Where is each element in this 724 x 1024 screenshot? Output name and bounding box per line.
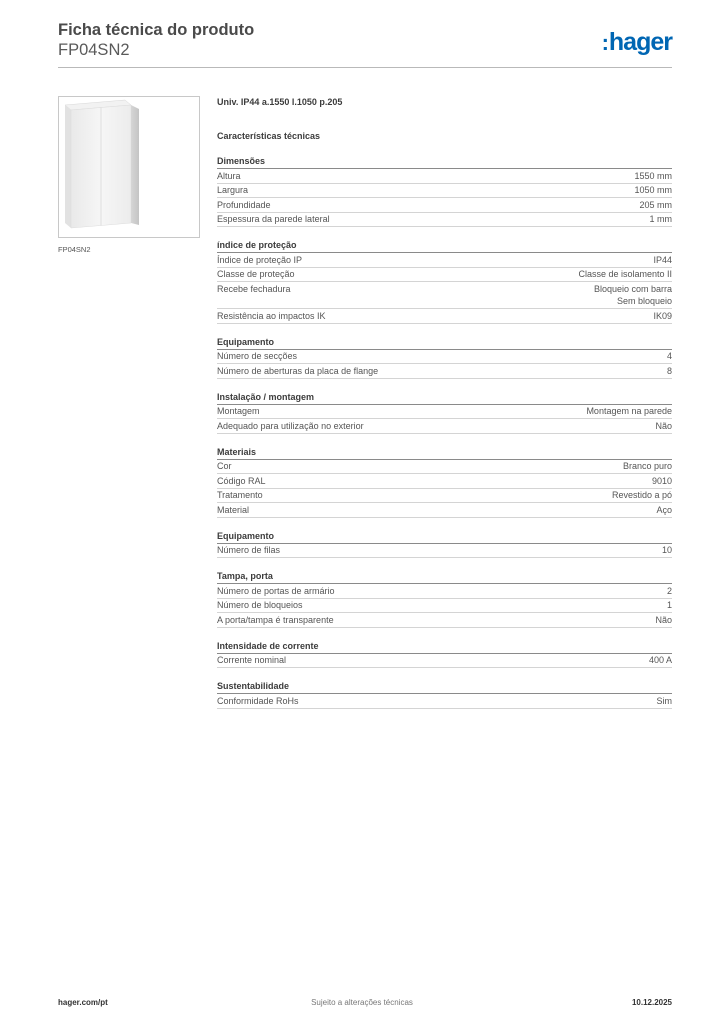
section-heading: Tampa, porta bbox=[217, 570, 672, 584]
spec-label: Espessura da parede lateral bbox=[217, 214, 330, 224]
header-divider bbox=[58, 67, 672, 68]
spec-value bbox=[655, 420, 672, 433]
spec-value bbox=[578, 268, 672, 281]
spec-value bbox=[662, 544, 672, 557]
spec-content bbox=[217, 96, 672, 709]
spec-value-line: Sim bbox=[656, 695, 672, 706]
spec-row bbox=[217, 253, 672, 268]
spec-row bbox=[217, 198, 672, 213]
spec-value bbox=[667, 365, 672, 378]
spec-section bbox=[217, 446, 672, 518]
spec-value bbox=[667, 350, 672, 363]
spec-value-line: Revestido a pó bbox=[611, 490, 672, 500]
spec-section bbox=[217, 336, 672, 379]
spec-row bbox=[217, 169, 672, 184]
spec-value-line: 1 mm bbox=[649, 214, 672, 224]
section-heading: Equipamento bbox=[217, 336, 672, 350]
spec-label: Material bbox=[217, 504, 250, 515]
spec-label: Número de portas de armário bbox=[217, 585, 335, 596]
section-heading: índice de proteção bbox=[217, 239, 672, 253]
image-caption: FP04SN2 bbox=[58, 245, 91, 254]
spec-label: Código RAL bbox=[217, 475, 266, 486]
spec-row bbox=[217, 474, 672, 489]
spec-value bbox=[623, 460, 672, 473]
spec-value bbox=[612, 489, 672, 502]
spec-label: Montagem bbox=[217, 406, 260, 416]
product-image bbox=[58, 96, 200, 238]
spec-label: Tratamento bbox=[217, 490, 263, 500]
spec-label: A porta/tampa é transparente bbox=[217, 614, 334, 625]
spec-label: Altura bbox=[217, 170, 241, 181]
footer-date: 10.12.2025 bbox=[631, 998, 672, 1007]
spec-label: Conformidade RoHs bbox=[217, 695, 299, 706]
spec-value-line: Sem bloqueio bbox=[616, 296, 672, 306]
spec-row bbox=[217, 460, 672, 475]
spec-row bbox=[217, 599, 672, 614]
section-heading: Sustentabilidade bbox=[217, 680, 672, 694]
spec-label: Largura bbox=[217, 185, 249, 195]
spec-value-line: Classe de isolamento II bbox=[578, 269, 672, 279]
footer-website[interactable]: hager.com/pt bbox=[58, 998, 108, 1007]
spec-value-line: IK09 bbox=[653, 310, 672, 321]
spec-row bbox=[217, 613, 672, 628]
spec-section bbox=[217, 239, 672, 324]
spec-label: Cor bbox=[217, 461, 232, 471]
spec-section bbox=[217, 570, 672, 628]
spec-value bbox=[653, 254, 672, 267]
spec-row bbox=[217, 213, 672, 228]
spec-row bbox=[217, 419, 672, 434]
logo-dots: : bbox=[601, 30, 608, 55]
spec-value-line: Não bbox=[655, 420, 672, 431]
spec-value-line: 400 A bbox=[648, 655, 672, 665]
page-header bbox=[58, 20, 254, 60]
product-name: Univ. IP44 a.1550 l.1050 p.205 bbox=[217, 97, 343, 107]
spec-label: Resistência ao impactos IK bbox=[217, 310, 326, 321]
spec-label: Número de bloqueios bbox=[217, 600, 303, 610]
spec-row bbox=[217, 184, 672, 199]
spec-label: Adequado para utilização no exterior bbox=[217, 420, 364, 431]
hager-logo[interactable] bbox=[602, 28, 672, 57]
spec-section bbox=[217, 155, 672, 227]
spec-value-line: 10 bbox=[661, 545, 672, 555]
spec-label: Recebe fechadura bbox=[217, 283, 291, 294]
spec-value-line: 1550 mm bbox=[634, 170, 672, 181]
spec-row bbox=[217, 268, 672, 283]
spec-label: Corrente nominal bbox=[217, 655, 287, 665]
spec-value bbox=[594, 283, 672, 308]
spec-label: Número de filas bbox=[217, 545, 281, 555]
spec-label: Classe de proteção bbox=[217, 269, 295, 279]
spec-value bbox=[634, 170, 672, 183]
spec-value-line: 1 bbox=[666, 600, 672, 610]
spec-value-line: Não bbox=[655, 614, 672, 625]
footer-disclaimer: Sujeito a alterações técnicas bbox=[311, 998, 413, 1007]
spec-row bbox=[217, 309, 672, 324]
spec-value bbox=[667, 585, 672, 598]
spec-row bbox=[217, 654, 672, 669]
spec-section bbox=[217, 530, 672, 559]
spec-value bbox=[639, 199, 672, 212]
spec-row bbox=[217, 694, 672, 709]
spec-sections bbox=[217, 155, 672, 709]
spec-value-line: 2 bbox=[666, 585, 672, 596]
tech-characteristics-heading: Características técnicas bbox=[217, 131, 321, 141]
cabinet-illustration bbox=[59, 97, 199, 237]
spec-label: Índice de proteção IP bbox=[217, 254, 303, 265]
spec-value bbox=[652, 475, 672, 488]
spec-value bbox=[634, 184, 672, 197]
spec-value-line: Bloqueio com barra bbox=[593, 283, 672, 294]
spec-section bbox=[217, 640, 672, 669]
spec-value-line: IP44 bbox=[653, 254, 672, 265]
spec-value bbox=[653, 310, 672, 323]
spec-value-line: 1050 mm bbox=[634, 185, 672, 195]
spec-value-line: 4 bbox=[666, 351, 672, 361]
product-reference: FP04SN2 bbox=[58, 41, 130, 59]
spec-value bbox=[667, 599, 672, 612]
spec-value bbox=[650, 213, 673, 226]
spec-value-line: Branco puro bbox=[622, 461, 672, 471]
spec-value bbox=[656, 504, 672, 517]
spec-label: Número de aberturas da placa de flange bbox=[217, 365, 379, 376]
section-heading: Dimensões bbox=[217, 155, 672, 169]
spec-section bbox=[217, 391, 672, 434]
spec-value bbox=[655, 614, 672, 627]
spec-value bbox=[649, 654, 672, 667]
section-heading: Instalação / montagem bbox=[217, 391, 672, 405]
logo-text: hager bbox=[608, 28, 672, 56]
section-heading: Materiais bbox=[217, 446, 672, 460]
spec-row bbox=[217, 282, 672, 309]
spec-value-line: 8 bbox=[666, 365, 672, 376]
spec-label: Profundidade bbox=[217, 199, 271, 210]
spec-value-line: 205 mm bbox=[639, 199, 672, 210]
spec-value-line: Montagem na parede bbox=[586, 406, 672, 416]
spec-value bbox=[586, 405, 672, 418]
spec-row bbox=[217, 544, 672, 559]
spec-row bbox=[217, 584, 672, 599]
section-heading: Equipamento bbox=[217, 530, 672, 544]
spec-row bbox=[217, 350, 672, 365]
spec-section bbox=[217, 680, 672, 709]
section-heading: Intensidade de corrente bbox=[217, 640, 672, 654]
spec-label: Número de secções bbox=[217, 351, 298, 361]
spec-value-line: 9010 bbox=[651, 475, 672, 486]
spec-row bbox=[217, 489, 672, 504]
spec-value-line: Aço bbox=[656, 504, 672, 515]
spec-row bbox=[217, 364, 672, 379]
spec-value bbox=[657, 695, 673, 708]
page-title: Ficha técnica do produto bbox=[58, 21, 255, 39]
spec-row bbox=[217, 503, 672, 518]
spec-row bbox=[217, 405, 672, 420]
